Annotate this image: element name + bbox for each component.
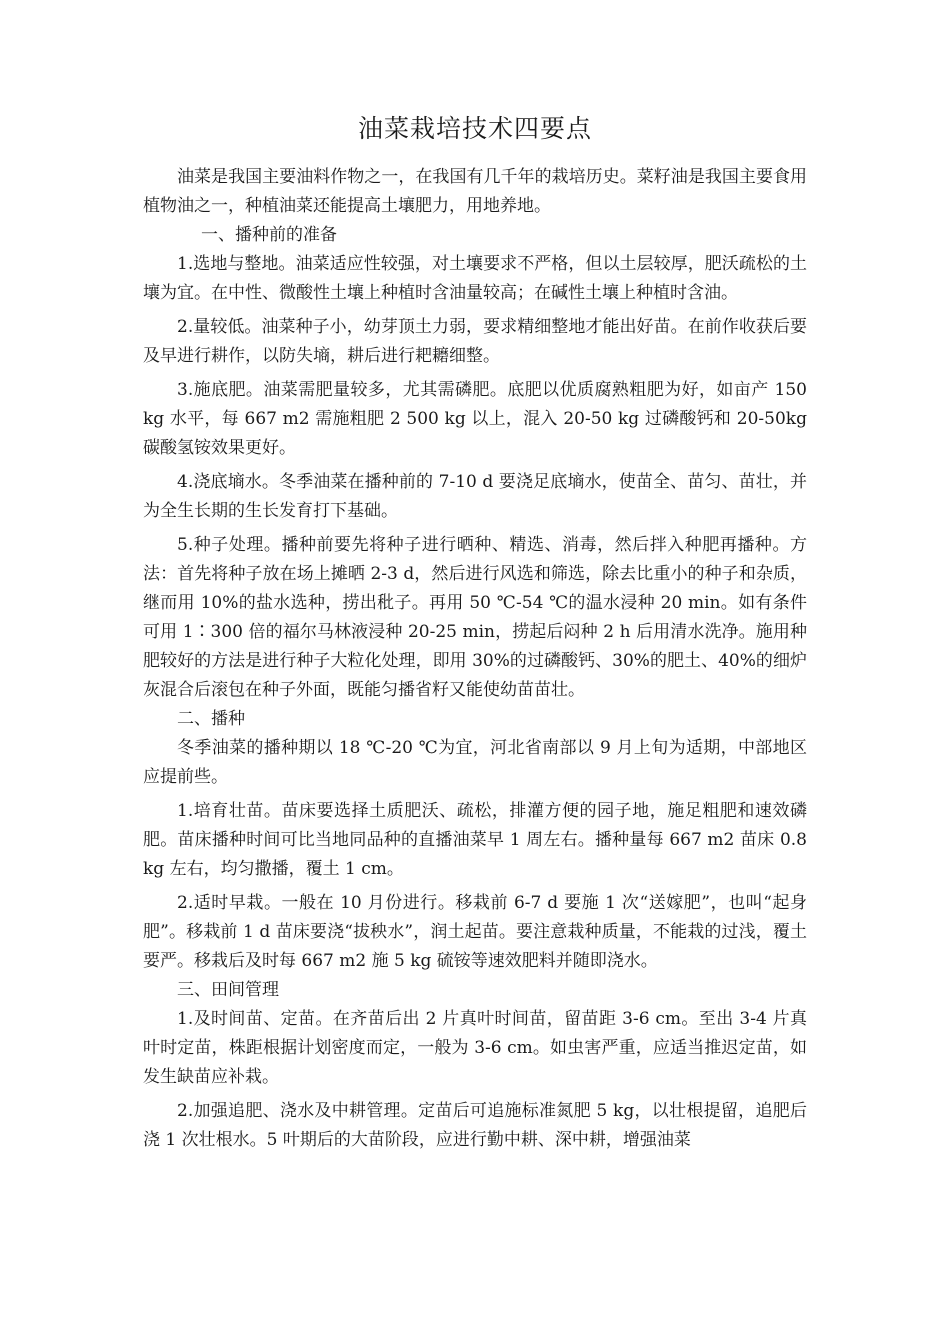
document-body — [143, 163, 807, 1155]
document-title: 油菜栽培技术四要点 — [357, 114, 592, 143]
section-heading-preparation: 一、播种前的准备 — [201, 225, 337, 245]
paragraph-thinning: 1.及时间苗、定苗。在齐苗后出 2 片真叶时间苗，留苗距 3-6 cm。至出 3-4 片真叶时定苗，株距根据计划密度而定，一般为 3-6 cm。如虫害严重，应适当推迟定苗，如发生缺苗应补栽。 — [143, 1009, 807, 1087]
paragraph-base-fertilizer: 3.施底肥。油菜需肥量较多，尤其需磷肥。底肥以优质腐熟粗肥为好，如亩产 150 kg 水平，每 667 m2 需施粗肥 2 500 kg 以上，混入 20-50 kg 过磷酸钙和 20-50kg 碳酸氢铵效果更好。 — [143, 380, 807, 458]
paragraph-soil-preparation: 2.量较低。油菜种子小，幼芽顶土力弱，要求精细整地才能出好苗。在前作收获后要及早进行耕作，以防失墒，耕后进行耙耱细整。 — [143, 317, 807, 366]
paragraph-seed-treatment: 5.种子处理。播种前要先将种子进行晒种、精选、消毒，然后拌入种肥再播种。方法：首先将种子放在场上摊晒 2-3 d，然后进行风选和筛选，除去比重小的种子和杂质，继而用 10%的盐水选种，捞出秕子。再用 50 ℃-54 ℃的温水浸种 20 min。如有条件可用 1∶300 倍的福尔马林液浸种 20-25 min，捞起后闷种 2 h 后用清水洗净。施用种肥较好的方法是进行种子大粒化处理，即用 30%的过磷酸钙、30%的肥土、40%的细炉灰混合后滚包在种子外面，既能匀播省籽又能使幼苗苗壮。 — [143, 535, 807, 700]
section-heading-field-management: 三、田间管理 — [177, 980, 279, 1000]
paragraph-early-transplant: 2.适时早栽。一般在 10 月份进行。移栽前 6-7 d 要施 1 次“送嫁肥”，也叫“起身肥”。移栽前 1 d 苗床要浇“拔秧水”，润土起苗。要注意栽种质量，不能栽的过浅，覆土要严。移栽后及时每 667 m2 施 5 kg 硫铵等速效肥料并随即浇水。 — [143, 893, 807, 971]
paragraph-site-selection: 1.选地与整地。油菜适应性较强，对土壤要求不严格，但以土层较厚，肥沃疏松的土壤为宜。在中性、微酸性土壤上种植时含油量较高；在碱性土壤上种植时含油。 — [143, 254, 807, 303]
paragraph-irrigation: 4.浇底墒水。冬季油菜在播种前的 7-10 d 要浇足底墒水，使苗全、苗匀、苗壮，并为全生长期的生长发育打下基础。 — [143, 472, 807, 521]
section-heading-sowing: 二、播种 — [177, 709, 245, 729]
paragraph-seedling-cultivation: 1.培育壮苗。苗床要选择土质肥沃、疏松，排灌方便的园子地，施足粗肥和速效磷肥。苗床播种时间可比当地同品种的直播油菜早 1 周左右。播种量每 667 m2 苗床 0.8 kg 左右，均匀撒播，覆土 1 cm。 — [143, 801, 807, 879]
paragraph-sowing-period: 冬季油菜的播种期以 18 ℃-20 ℃为宜，河北省南部以 9 月上旬为适期，中部地区应提前些。 — [143, 738, 807, 787]
paragraph-topdressing: 2.加强追肥、浇水及中耕管理。定苗后可追施标准氮肥 5 kg，以壮根提留，追肥后浇 1 次壮根水。5 叶期后的大苗阶段，应进行勤中耕、深中耕，增强油菜 — [143, 1101, 807, 1150]
paragraph-intro: 油菜是我国主要油料作物之一，在我国有几千年的栽培历史。菜籽油是我国主要食用植物油之一，种植油菜还能提高土壤肥力，用地养地。 — [143, 167, 807, 216]
